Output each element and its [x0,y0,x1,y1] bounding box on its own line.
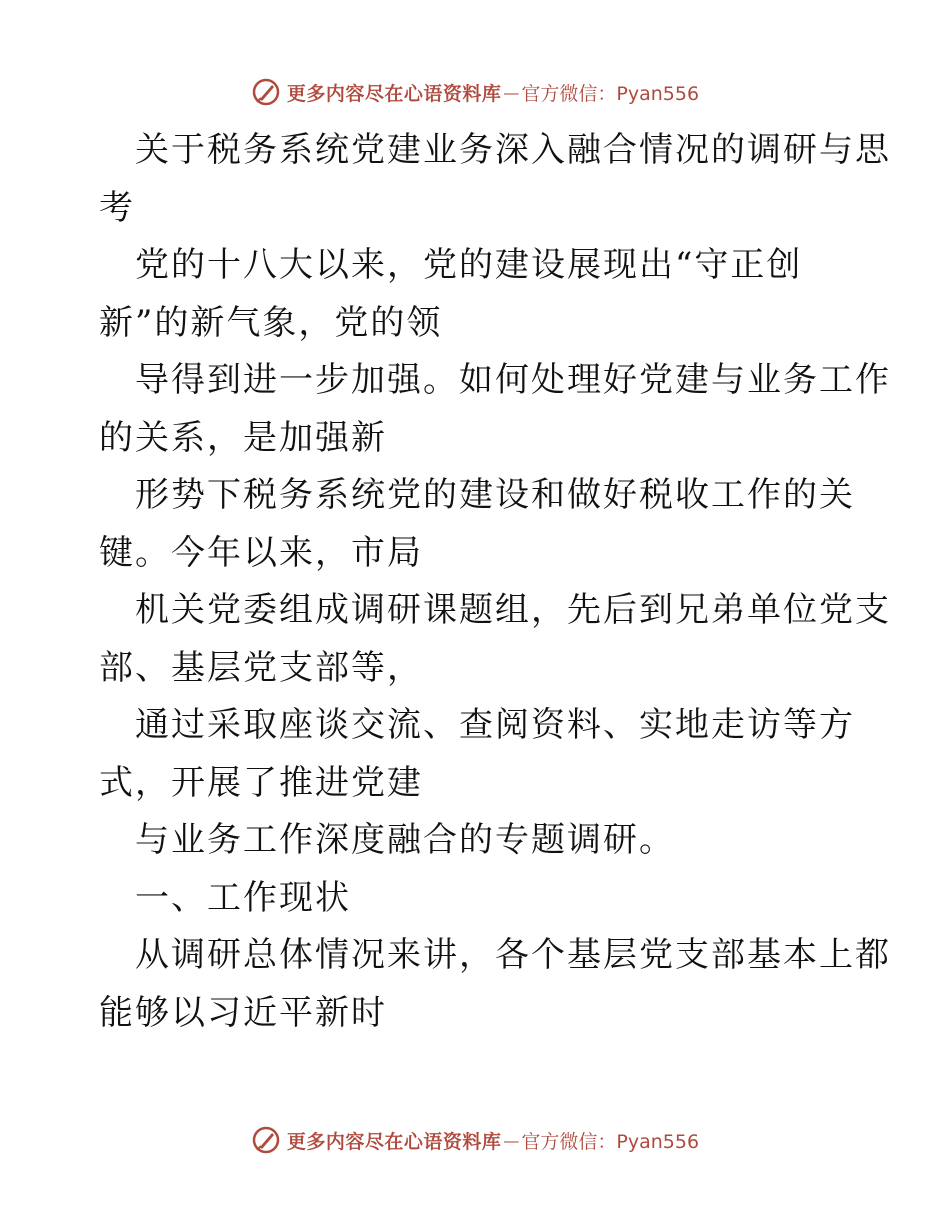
text-line: 党的十八大以来，党的建设展现出“守正创 [135,245,803,285]
text-line: 的关系，是加强新 [99,417,387,458]
quill-pen-circle-icon [251,1125,281,1155]
text-line: 从调研总体情况来讲，各个基层党支部基本上都 [135,935,891,975]
text-line: 导得到进一步加强。如何处理好党建与业务工作 [135,360,891,400]
text-line: 部、基层党支部等， [99,647,423,688]
quill-pen-circle-icon [251,77,281,107]
text-line: 关于税务系统党建业务深入融合情况的调研与思 [135,130,891,170]
text-line: 式，开展了推进党建 [99,762,423,803]
text-line: 键。今年以来，市局 [99,532,423,573]
text-line: 机关党委组成调研课题组，先后到兄弟单位党支 [135,590,891,630]
watermark-wechat-text: 官方微信：Pyan556 [521,1130,700,1153]
watermark-separator: — [503,1130,520,1150]
document-body [99,122,891,1042]
watermark-brand-text: 更多内容尽在心语资料库 [286,82,502,105]
header-watermark [0,72,950,112]
text-line: 考 [99,187,135,228]
text-line: 与业务工作深度融合的专题调研。 [135,820,675,860]
watermark-separator: — [503,82,520,102]
text-line: 通过采取座谈交流、查阅资料、实地走访等方 [135,705,855,745]
text-line: 能够以习近平新时 [99,992,387,1033]
watermark-wechat-text: 官方微信：Pyan556 [521,82,700,105]
text-line: 新”的新气象，党的领 [99,302,443,343]
text-line: 形势下税务系统党的建设和做好税收工作的关 [135,475,855,515]
footer-watermark [0,1120,950,1160]
watermark-brand-text: 更多内容尽在心语资料库 [286,1130,502,1153]
section-heading: 一、工作现状 [135,877,351,918]
